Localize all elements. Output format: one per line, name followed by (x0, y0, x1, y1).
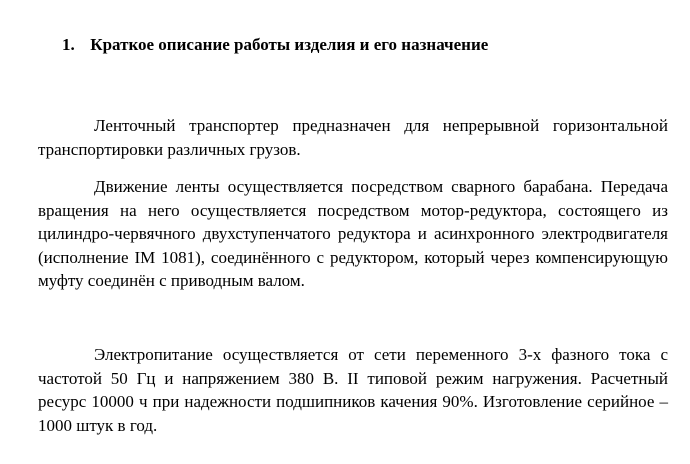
paragraph-drive: Движение ленты осуществляется посредством сварного барабана. Передача вращения на него осуществляется посредством мотор-редуктора, состоящего из цилиндро-червячного двухступенчатого редуктора и асинхронного электродвигателя (исполнение IM 1081), соединённого с редуктором, который через компенсирующую муфту соединён с приводным валом. (38, 177, 668, 290)
section-heading (62, 34, 488, 56)
section-number: 1. (62, 35, 75, 54)
paragraph-power: Электропитание осуществляется от сети переменного 3-х фазного тока с частотой 50 Гц и напряжением 380 В. II типовой режим нагружения. Расчетный ресурс 10000 ч при надежности подшипников качения 90%. Изготовление серийное – 1000 штук в год. (38, 345, 668, 435)
paragraph-purpose: Ленточный транспортер предназначен для непрерывной горизонтальной транспортировки различных грузов. (38, 116, 668, 159)
section-title: Краткое описание работы изделия и его назначение (90, 35, 489, 54)
